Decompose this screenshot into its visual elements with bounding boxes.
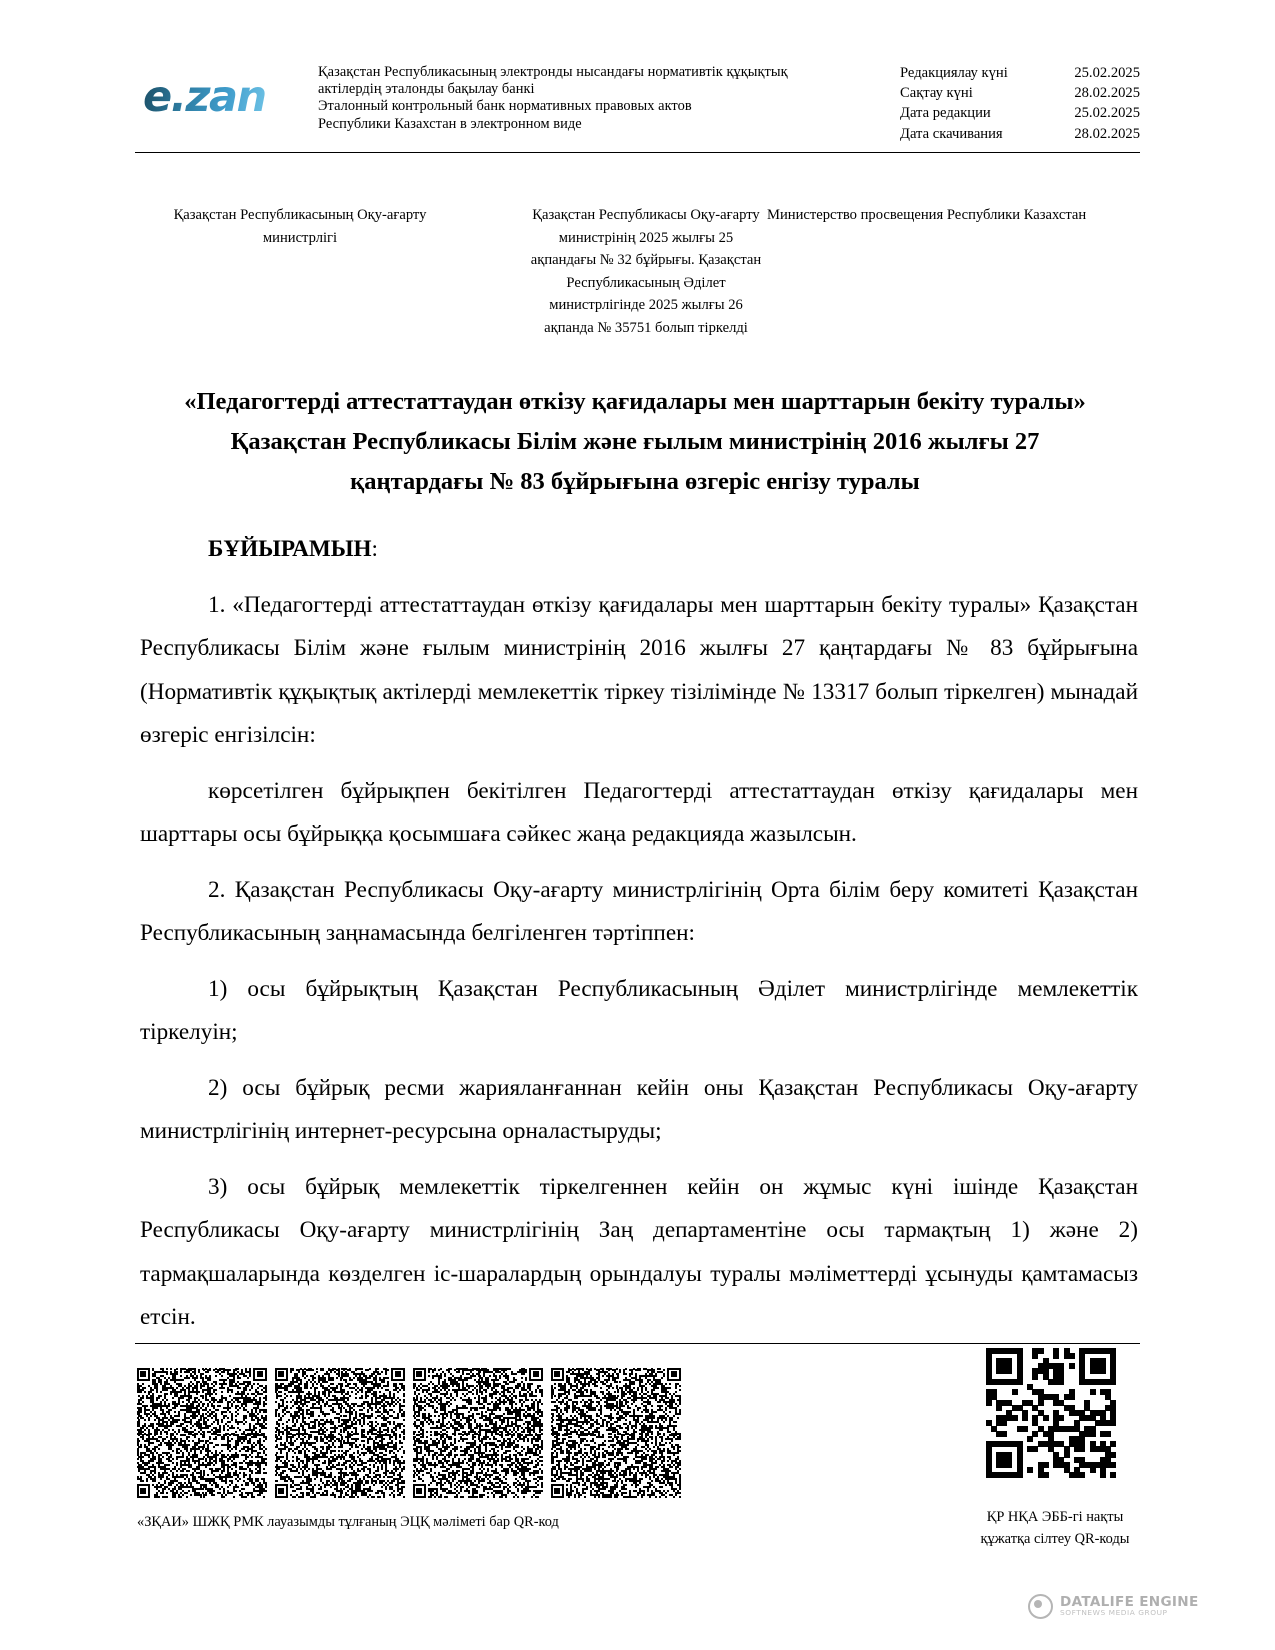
metadata-value: 28.02.2025 xyxy=(1074,125,1140,142)
ezan-logo xyxy=(143,72,303,122)
footer-divider xyxy=(135,1343,1140,1344)
watermark-text xyxy=(1060,1595,1199,1618)
document-link-qr-code-icon xyxy=(986,1348,1116,1478)
command-heading xyxy=(140,528,1138,572)
page-title: «Педагогтерді аттестаттаудан өткізу қағидалары мен шарттарын бекіту туралы» Қазақстан Республикасы Білім және ғылым министрінің 2016 жылғы 27 қаңтардағы № 83 бұйрығына өзгеріс енгізу туралы xyxy=(184,388,1086,495)
watermark-subtitle: SOFTNEWS MEDIA GROUP xyxy=(1060,1608,1168,1618)
document-link-qr-caption xyxy=(940,1506,1170,1550)
organization-description xyxy=(318,64,878,133)
document-header xyxy=(135,58,1140,150)
document-link-qr-caption-line-1: ҚР НҚА ЭББ-гі нақты xyxy=(986,1509,1124,1525)
metadata-value: 25.02.2025 xyxy=(1074,65,1140,81)
metadata-row-download-date-ru xyxy=(900,124,1140,144)
metadata-value: 25.02.2025 xyxy=(1074,105,1140,122)
command-word: БҰЙЫРАМЫН xyxy=(208,536,372,562)
document-body xyxy=(140,528,1138,1340)
ministry-name-ru: Министерство просвещения Республики Казахстан xyxy=(767,207,1087,223)
qr-code-icon xyxy=(413,1368,543,1498)
body-paragraph-2: көрсетілген бұйрықпен бекітілген Педагогтерді аттестаттаудан өткізу қағидалары мен шарттары осы бұйрыққа қосымшаға сәйкес жаңа редакцияда жазылсын. xyxy=(140,777,1138,847)
metadata-value: 28.02.2025 xyxy=(1074,85,1140,102)
metadata-row-revision-date-kz xyxy=(900,63,1140,83)
header-divider xyxy=(135,152,1140,153)
qr-code-icon xyxy=(275,1368,405,1498)
command-colon: : xyxy=(371,536,378,562)
ministry-name-kz: Қазақстан Республикасының Оқу-ағарту министрлігі xyxy=(173,207,427,246)
org-line-4: Республики Казахстан в электронном виде xyxy=(318,115,582,132)
org-line-2: актілердің эталонды бақылау банкі xyxy=(318,81,535,98)
metadata-label: Дата скачивания xyxy=(900,125,1003,142)
document-metadata xyxy=(900,63,1140,144)
body-paragraph-item-3: 3) осы бұйрық мемлекеттік тіркелгеннен кейін он жұмыс күні ішінде Қазақстан Республикасы Оқу-ағарту министрлігінің Заң департаментіне осы тармақтың 1) және 2) тармақшаларында көзделген іс-шаралардың орындалуы туралы мәліметтерді ұсынуды қамтамасыз етсін. xyxy=(140,1173,1138,1330)
metadata-row-revision-date-ru xyxy=(900,103,1140,123)
body-paragraph-item-2: 2) осы бұйрық ресми жарияланғаннан кейін оны Қазақстан Республикасы Оқу-ағарту министрлігінің интернет-ресурсына орналастыруды; xyxy=(140,1074,1138,1144)
signature-qr-group xyxy=(137,1368,777,1498)
ezan-logo-text: e.zan xyxy=(143,72,266,122)
body-paragraph-3: 2. Қазақстан Республикасы Оқу-ағарту министрлігінің Орта білім беру комитеті Қазақстан Республикасының заңнамасында белгіленген тәртіппен: xyxy=(140,876,1138,946)
body-paragraph-item-1: 1) осы бұйрықтың Қазақстан Республикасының Әділет министрлігінде мемлекеттік тіркелуін; xyxy=(140,975,1138,1045)
order-registration-info: Қазақстан Республикасы Оқу-ағарту министрінің 2025 жылғы 25 ақпандағы № 32 бұйрығы. Қазақстан Республикасының Әділет министрлігінде 2025 жылғы 26 ақпанда № 35751 болып тіркелді xyxy=(530,207,762,336)
body-paragraph-1: 1. «Педагогтерді аттестаттаудан өткізу қағидалары мен шарттарын бекіту туралы» Қазақстан Республикасы Білім және ғылым министрінің 2016 жылғы 27 қаңтардағы № 83 бұйрығына (Нормативтік құқықтық актілерді мемлекеттік тіркеу тізілімінде № 13317 болып тіркелген) мынадай өзгеріс енгізілсін: xyxy=(140,591,1138,748)
qr-code-icon xyxy=(137,1368,267,1498)
watermark-title: DATALIFE ENGINE xyxy=(1060,1593,1199,1610)
datalife-logo-icon xyxy=(1028,1594,1053,1619)
watermark xyxy=(1028,1592,1208,1620)
document-link-qr-caption-line-2: құжатқа сілтеу QR-коды xyxy=(980,1531,1130,1547)
qr-code-icon xyxy=(551,1368,681,1498)
org-line-1: Қазақстан Республикасының электронды нысандағы нормативтік құқықтық xyxy=(318,64,788,80)
metadata-label: Дата редакции xyxy=(900,105,991,122)
metadata-row-save-date-kz xyxy=(900,83,1140,103)
org-line-3: Эталонный контрольный банк нормативных правовых актов xyxy=(318,98,692,115)
metadata-label: Сақтау күні xyxy=(900,85,973,102)
signature-qr-caption: «ЗҚАИ» ШЖҚ РМК лауазымды тұлғаның ЭЦҚ мәліметі бар QR-код xyxy=(137,1514,559,1530)
metadata-label: Редакциялау күні xyxy=(900,65,1008,81)
